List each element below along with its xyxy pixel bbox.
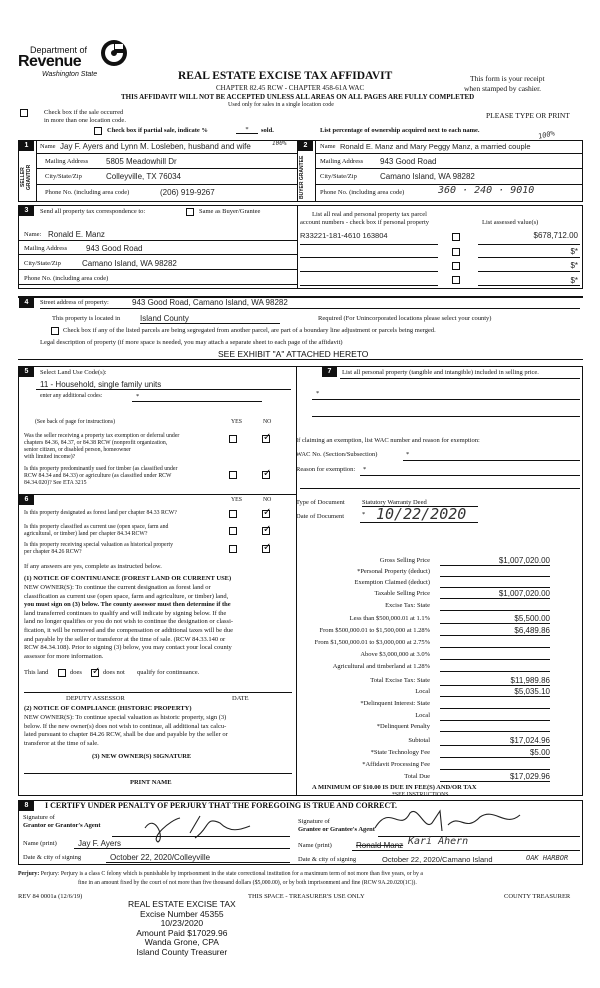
tax-row-value[interactable] bbox=[440, 601, 550, 611]
tax-row-label: Exemption Claimed (deduct) bbox=[354, 579, 430, 586]
tax-row-label: Taxable Selling Price bbox=[374, 590, 430, 597]
treasurer-stamp: REAL ESTATE EXCISE TAX Excise Number 45355 10/23/2020 Amount Paid $17029.96 Wanda Grone, CPA Island County Treasurer bbox=[128, 899, 236, 957]
tax-row-label: Local bbox=[415, 712, 430, 719]
multi-location-label-1: Check box if the sale occurred bbox=[44, 109, 124, 116]
certify-statement: I CERTIFY UNDER PENALTY OF PERJURY THAT THE FOREGOING IS TRUE AND CORRECT. bbox=[45, 801, 398, 810]
section-2-number: 2 bbox=[298, 141, 313, 151]
seller-phone-label: Phone No. (including area code) bbox=[45, 189, 130, 196]
parcel-personal-checkbox-1[interactable] bbox=[452, 233, 460, 241]
section-1-number: 1 bbox=[19, 141, 34, 151]
tax-row-label: Gross Selling Price bbox=[379, 557, 430, 564]
seller-city-label: City/State/Zip bbox=[45, 173, 82, 180]
notice-compliance-title: (2) NOTICE OF COMPLIANCE (HISTORIC PROPERTY) bbox=[24, 705, 192, 712]
same-as-buyer-checkbox[interactable] bbox=[186, 208, 194, 216]
assessed-label: List assessed value(s) bbox=[482, 219, 539, 226]
dept-label: Department of bbox=[30, 45, 88, 55]
buyer-side-label: BUYER GRANTEE bbox=[299, 155, 305, 199]
reason-label: Reason for exemption: bbox=[296, 466, 356, 473]
seller-phone[interactable]: (206) 919-9267 bbox=[160, 188, 215, 197]
doc-type-label: Type of Document bbox=[296, 499, 345, 506]
wac-label: WAC No. (Section/Subsection) bbox=[296, 451, 378, 458]
s6-question-1: Is this property designated as forest land per chapter 84.33 RCW? bbox=[24, 510, 177, 516]
parcel-list-label-1: List all real and personal property tax parcel bbox=[312, 211, 427, 218]
tax-row-value[interactable] bbox=[440, 699, 550, 709]
land-does-checkbox[interactable] bbox=[58, 669, 66, 677]
tax-row-label: *Delinquent Interest: State bbox=[360, 700, 430, 707]
land-does-not-checkbox[interactable] bbox=[91, 669, 99, 677]
county[interactable]: Island County bbox=[140, 314, 280, 324]
exemption-claim-label: If claiming an exemption, list WAC number and reason for exemption: bbox=[296, 437, 480, 444]
grantor-name-label: Name (print) bbox=[23, 840, 57, 847]
parcel-list-label-2: account numbers - check box if personal property bbox=[300, 219, 430, 226]
tax-row-value[interactable]: $1,007,020.00 bbox=[440, 556, 550, 566]
partial-sale-sold: sold. bbox=[261, 127, 274, 134]
street-address-label: Street address of property: bbox=[40, 299, 109, 306]
section-6-number: 6 bbox=[19, 495, 34, 505]
state-label: Washington State bbox=[42, 71, 98, 78]
parcel-personal-checkbox-3[interactable] bbox=[452, 262, 460, 270]
buyer-phone-label: Phone No. (including area code) bbox=[320, 189, 405, 196]
seller-pct-hand: 100% bbox=[272, 140, 287, 147]
tax-row-label: Total Due bbox=[404, 773, 430, 780]
parcel-value[interactable]: $678,712.00 bbox=[533, 231, 578, 240]
land-does-not-label: does not bbox=[103, 669, 125, 676]
grantee-name[interactable]: Ronald Manz bbox=[356, 841, 404, 850]
buyer-city[interactable]: Camano Island, WA 98282 bbox=[380, 172, 475, 181]
seller-mail[interactable]: 5805 Meadowhill Dr bbox=[106, 157, 177, 166]
tax-row-label: From $500,000.01 to $1,500,000 at 1.28% bbox=[319, 627, 430, 634]
grantor-signature-label: Signature of Grantor or Grantor's Agent bbox=[23, 814, 101, 829]
qualify-label: qualify for continuance. bbox=[137, 669, 200, 676]
tax-row-label: *State Technology Fee bbox=[370, 749, 430, 756]
revenue-logo-text: Revenue bbox=[18, 53, 82, 70]
doc-type[interactable]: Statutory Warranty Deed bbox=[362, 499, 478, 507]
perjury-note-2: fine in an amount fixed by the court of not more than five thousand dollars ($5,000.00), or by both imprisonment and fine (RCW 9A.20.020(1C)). bbox=[78, 880, 417, 886]
tax-row-label: Less than $500,000.01 at 1.1% bbox=[349, 615, 430, 622]
tax-row-value[interactable] bbox=[440, 567, 550, 577]
form-revision: REV 84 0001a (12/6/19) bbox=[18, 893, 83, 900]
tax-row-label: *Affidavit Processing Fee bbox=[362, 761, 430, 768]
tax-row-label: Subtotal bbox=[408, 737, 430, 744]
s5-q2-yes[interactable] bbox=[229, 471, 237, 479]
see-instructions-note: *SEE INSTRUCTIONS bbox=[392, 792, 449, 798]
segregated-checkbox[interactable] bbox=[51, 327, 59, 335]
grantee-date-city[interactable]: October 22, 2020/Camano Island bbox=[382, 855, 493, 864]
grantee-city-hand[interactable]: OAK HARBOR bbox=[526, 854, 569, 862]
grantee-date-label: Date & city of signing bbox=[298, 856, 357, 863]
tax-row-value[interactable]: $17,029.96 bbox=[440, 772, 550, 782]
tax-row-label: Above $3,000,000 at 3.0% bbox=[360, 651, 430, 658]
receipt-note-1: This form is your receipt bbox=[470, 74, 545, 83]
tax-row-label: From $1,500,000.01 to $3,000,000 at 2.75% bbox=[314, 639, 430, 646]
buyer-name[interactable]: Ronald E. Manz and Mary Peggy Manz, a married couple bbox=[340, 142, 531, 151]
tax-row-label: Local bbox=[415, 688, 430, 695]
form-title: REAL ESTATE EXCISE TAX AFFIDAVIT bbox=[178, 70, 393, 82]
tax-row-value[interactable]: $5.00 bbox=[440, 748, 550, 758]
wac-value[interactable]: * bbox=[406, 451, 410, 458]
grantor-signature[interactable] bbox=[140, 808, 260, 843]
parcel-personal-checkbox-2[interactable] bbox=[452, 248, 460, 256]
buyer-city-label: City/State/Zip bbox=[320, 173, 357, 180]
minimum-due-note: A MINIMUM OF $10.00 IS DUE IN FEE(S) AND/OR TAX bbox=[312, 784, 477, 791]
parcel-number[interactable]: R33221-181-4610 163804 bbox=[300, 231, 388, 240]
assessor-date-label: DATE bbox=[232, 695, 249, 702]
grantee-name-hand[interactable]: Kari Ahern bbox=[408, 836, 469, 847]
section-3-number: 3 bbox=[19, 206, 34, 216]
see-back-note: (See back of page for instructions) bbox=[35, 419, 116, 425]
grantor-name[interactable]: Jay F. Ayers bbox=[78, 839, 121, 848]
parcel-personal-checkbox-4[interactable] bbox=[452, 276, 460, 284]
tax-row-label: Agricultural and timberland at 1.28% bbox=[332, 663, 430, 670]
legal-description-label: Legal description of property (if more space is needed, you may attach a separate sheet to each page of the affidavit) bbox=[40, 339, 343, 346]
doc-date[interactable]: 10/22/2020 bbox=[376, 505, 467, 523]
tax-row-label: *Personal Property (deduct) bbox=[357, 568, 430, 575]
perjury-note-1: Perjury: Perjury: Perjury is a class C felony which is punishable by imprisonment in the state correctional institution for a maximum term of not more than five years, or by a bbox=[18, 871, 423, 877]
s5-q1-yes[interactable] bbox=[229, 435, 237, 443]
grantee-name-label: Name (print) bbox=[298, 842, 332, 849]
s6-yes-header: YES bbox=[231, 497, 242, 503]
revenue-logo-icon bbox=[101, 40, 127, 66]
s3-name[interactable]: Ronald E. Manz bbox=[48, 230, 105, 239]
s3-phone-label: Phone No. (including area code) bbox=[24, 275, 109, 282]
parcel-value-2[interactable]: $* bbox=[570, 247, 578, 256]
s6-no-header: NO bbox=[263, 497, 272, 503]
single-location-note: Used only for sales in a single location code bbox=[228, 102, 334, 108]
deputy-assessor-label: DEPUTY ASSESSOR bbox=[66, 695, 125, 702]
ownership-pct-hand: 100% bbox=[537, 129, 556, 141]
s6-question-3: Is this property receiving special valuation as historical property per chapter 84.26 RCW? bbox=[24, 542, 174, 555]
s3-city[interactable]: Camano Island, WA 98282 bbox=[82, 259, 177, 268]
parcel-value-4[interactable]: $* bbox=[570, 276, 578, 285]
tax-row-value[interactable]: $6,489.86 bbox=[440, 626, 550, 636]
chapter-line: CHAPTER 82.45 RCW - CHAPTER 458-61A WAC bbox=[216, 84, 365, 92]
tax-row-value[interactable]: $11,989.86 bbox=[440, 676, 550, 686]
section-7-number: 7 bbox=[322, 367, 337, 377]
legal-description[interactable]: SEE EXHIBIT "A" ATTACHED HERETO bbox=[218, 349, 369, 359]
grantor-date-city[interactable]: October 22, 2020/Colleyville bbox=[110, 853, 211, 862]
street-address[interactable]: 943 Good Road, Camano Island, WA 98282 bbox=[132, 298, 288, 307]
tax-row-value[interactable] bbox=[440, 578, 550, 588]
same-as-buyer-label: Same as Buyer/Grantee bbox=[199, 208, 261, 215]
s6-q2-yes[interactable] bbox=[229, 527, 237, 535]
s6-q1-yes[interactable] bbox=[229, 510, 237, 518]
seller-city[interactable]: Colleyville, TX 76034 bbox=[106, 172, 182, 181]
s5-yes-header: YES bbox=[231, 419, 242, 425]
seller-mail-label: Mailing Address bbox=[45, 158, 89, 165]
section-5-number: 5 bbox=[19, 367, 34, 377]
treasurer-use-only: THIS SPACE - TREASURER'S USE ONLY bbox=[248, 893, 365, 900]
multi-location-label-2: in more than one location code. bbox=[44, 117, 126, 124]
s6-q3-yes[interactable] bbox=[229, 545, 237, 553]
tax-row-value[interactable] bbox=[440, 760, 550, 770]
seller-name[interactable]: Jay F. Ayers and Lynn M. Losleben, husband and wife bbox=[60, 142, 251, 151]
ownership-note: List percentage of ownership acquired next to each name. bbox=[320, 127, 480, 134]
land-does-label: does bbox=[70, 669, 82, 676]
s3-city-label: City/State/Zip bbox=[24, 260, 61, 267]
land-use-code[interactable]: 11 - Household, single family units bbox=[40, 380, 162, 389]
county-required-note: Required (For Unincorporated locations please select your county) bbox=[318, 315, 492, 322]
tax-row-value[interactable]: $5,500.00 bbox=[440, 614, 550, 624]
notice-continuance-text: NEW OWNER(S): To continue the current designation as forest land or classification as current use (open space, farm and agriculture, or timber) land, you must sign on (3) below. The county assessor must then determine if the land transferred continues to qualify and will indicate by signing below. If the land no longer qualifies or you do not wish to continue the designation or classi- fication, it will be removed and the compensation or additional taxes will be due and payable by the seller or transferor at the time of sale. (RCW 84.33.140 or RCW 84.34.108). Prior to signing (3) below, you may contact your local county assessor for more information. bbox=[24, 584, 234, 660]
s5-no-header: NO bbox=[263, 419, 272, 425]
seller-side-label: SELLER GRANTOR bbox=[20, 164, 32, 190]
tax-row-value[interactable]: $1,007,020.00 bbox=[440, 589, 550, 599]
partial-sale-percent[interactable]: * bbox=[236, 126, 258, 134]
additional-codes-label: enter any additional codes: bbox=[40, 393, 103, 399]
buyer-mail-label: Mailing Address bbox=[320, 158, 364, 165]
s3-name-label: Name: bbox=[24, 231, 42, 238]
personal-property-value[interactable]: * bbox=[316, 390, 320, 397]
tax-row-label: Excise Tax: State bbox=[385, 602, 430, 609]
tax-row-value[interactable] bbox=[440, 662, 550, 672]
seller-name-label: Name bbox=[40, 143, 56, 150]
warning-line: THIS AFFIDAVIT WILL NOT BE ACCEPTED UNLESS ALL AREAS ON ALL PAGES ARE FULLY COMPLETED bbox=[121, 93, 475, 101]
notice-continuance-title: (1) NOTICE OF CONTINUANCE (FOREST LAND OR CURRENT USE) bbox=[24, 575, 232, 582]
tax-row-value[interactable] bbox=[440, 722, 550, 732]
s6-q3-no[interactable] bbox=[262, 545, 270, 553]
grantor-date-label: Date & city of signing bbox=[23, 854, 82, 861]
additional-codes[interactable]: * bbox=[136, 393, 140, 400]
type-or-print: PLEASE TYPE OR PRINT bbox=[486, 111, 570, 120]
doc-date-star: * bbox=[362, 511, 366, 518]
s5-question-1: Was the seller receiving a property tax exemption or deferral under chapters 84.36, 84.37, or 84.38 RCW (nonprofit organization, senior citizen, or disabled person, homeowner with limited income)? bbox=[24, 433, 180, 460]
tax-row-value[interactable] bbox=[440, 650, 550, 660]
located-in-label: This property is located in bbox=[52, 315, 121, 322]
s3-mail[interactable]: 943 Good Road bbox=[86, 244, 143, 253]
grantee-signature[interactable] bbox=[370, 803, 530, 838]
new-owner-signature-label: (3) NEW OWNER(S) SIGNATURE bbox=[92, 753, 192, 760]
receipt-note-2: when stamped by cashier. bbox=[464, 84, 542, 93]
section-8-number: 8 bbox=[19, 801, 34, 811]
print-name-label: PRINT NAME bbox=[130, 779, 172, 786]
buyer-mail[interactable]: 943 Good Road bbox=[380, 157, 437, 166]
grantee-signature-label: Signature of Grantee or Grantee's Agent bbox=[298, 818, 375, 833]
tax-row-label: *Delinquent Penalty bbox=[376, 723, 430, 730]
if-yes-note: If any answers are yes, complete as instructed below. bbox=[24, 563, 162, 570]
partial-sale-label: Check box if partial sale, indicate % bbox=[107, 127, 208, 134]
send-correspondence-label: Send all property tax correspondence to: bbox=[40, 208, 146, 215]
tax-row-value[interactable] bbox=[440, 711, 550, 721]
land-use-label: Select Land Use Code(s): bbox=[40, 369, 107, 376]
reason-value[interactable]: * bbox=[363, 466, 367, 473]
personal-property-label: List all personal property (tangible and intangible) included in selling price. bbox=[342, 369, 539, 376]
tax-row-label: Total Excise Tax: State bbox=[370, 677, 430, 684]
buyer-name-label: Name bbox=[320, 143, 336, 150]
section-4-number: 4 bbox=[19, 298, 34, 308]
s6-q1-no[interactable] bbox=[262, 510, 270, 518]
s5-q1-no[interactable] bbox=[262, 435, 270, 443]
s6-question-2: Is this property classified as current use (open space, farm and agricultural, or timber) land per chapter 84.34 RCW? bbox=[24, 524, 169, 537]
s3-mail-label: Mailing Address bbox=[24, 245, 68, 252]
s6-q2-no[interactable] bbox=[262, 527, 270, 535]
parcel-value-3[interactable]: $* bbox=[570, 261, 578, 270]
notice-compliance-text: NEW OWNER(S): To continue special valuation as historic property, sign (3) below. If the new owner(s) does not wish to continue, all additional tax calcu- lated pursuant to chapter 84.26 RCW, shall be due and payable by the seller or transferor at the time of sale. bbox=[24, 714, 228, 747]
tax-row-value[interactable]: $5,035.10 bbox=[440, 687, 550, 697]
tax-row-value[interactable] bbox=[440, 638, 550, 648]
multi-location-checkbox[interactable] bbox=[20, 109, 28, 117]
tax-row-value[interactable]: $17,024.96 bbox=[440, 736, 550, 746]
buyer-phone[interactable]: 360 · 240 · 9010 bbox=[438, 185, 535, 196]
s5-q2-no[interactable] bbox=[262, 471, 270, 479]
segregated-label: Check box if any of the listed parcels are being segregated from another parcel, are part of a boundary line adjustment or parcels being merged. bbox=[63, 327, 436, 334]
s5-question-2: Is this property predominantly used for timber (as classified under RCW 84.34 and 84.33) or agriculture (as classified under RCW 84.34.020)? See ETA 3215 bbox=[24, 466, 178, 486]
doc-date-label: Date of Document bbox=[296, 513, 345, 520]
this-land-label: This land bbox=[24, 669, 49, 676]
partial-sale-checkbox[interactable] bbox=[94, 127, 102, 135]
county-treasurer-label: COUNTY TREASURER bbox=[504, 893, 571, 900]
